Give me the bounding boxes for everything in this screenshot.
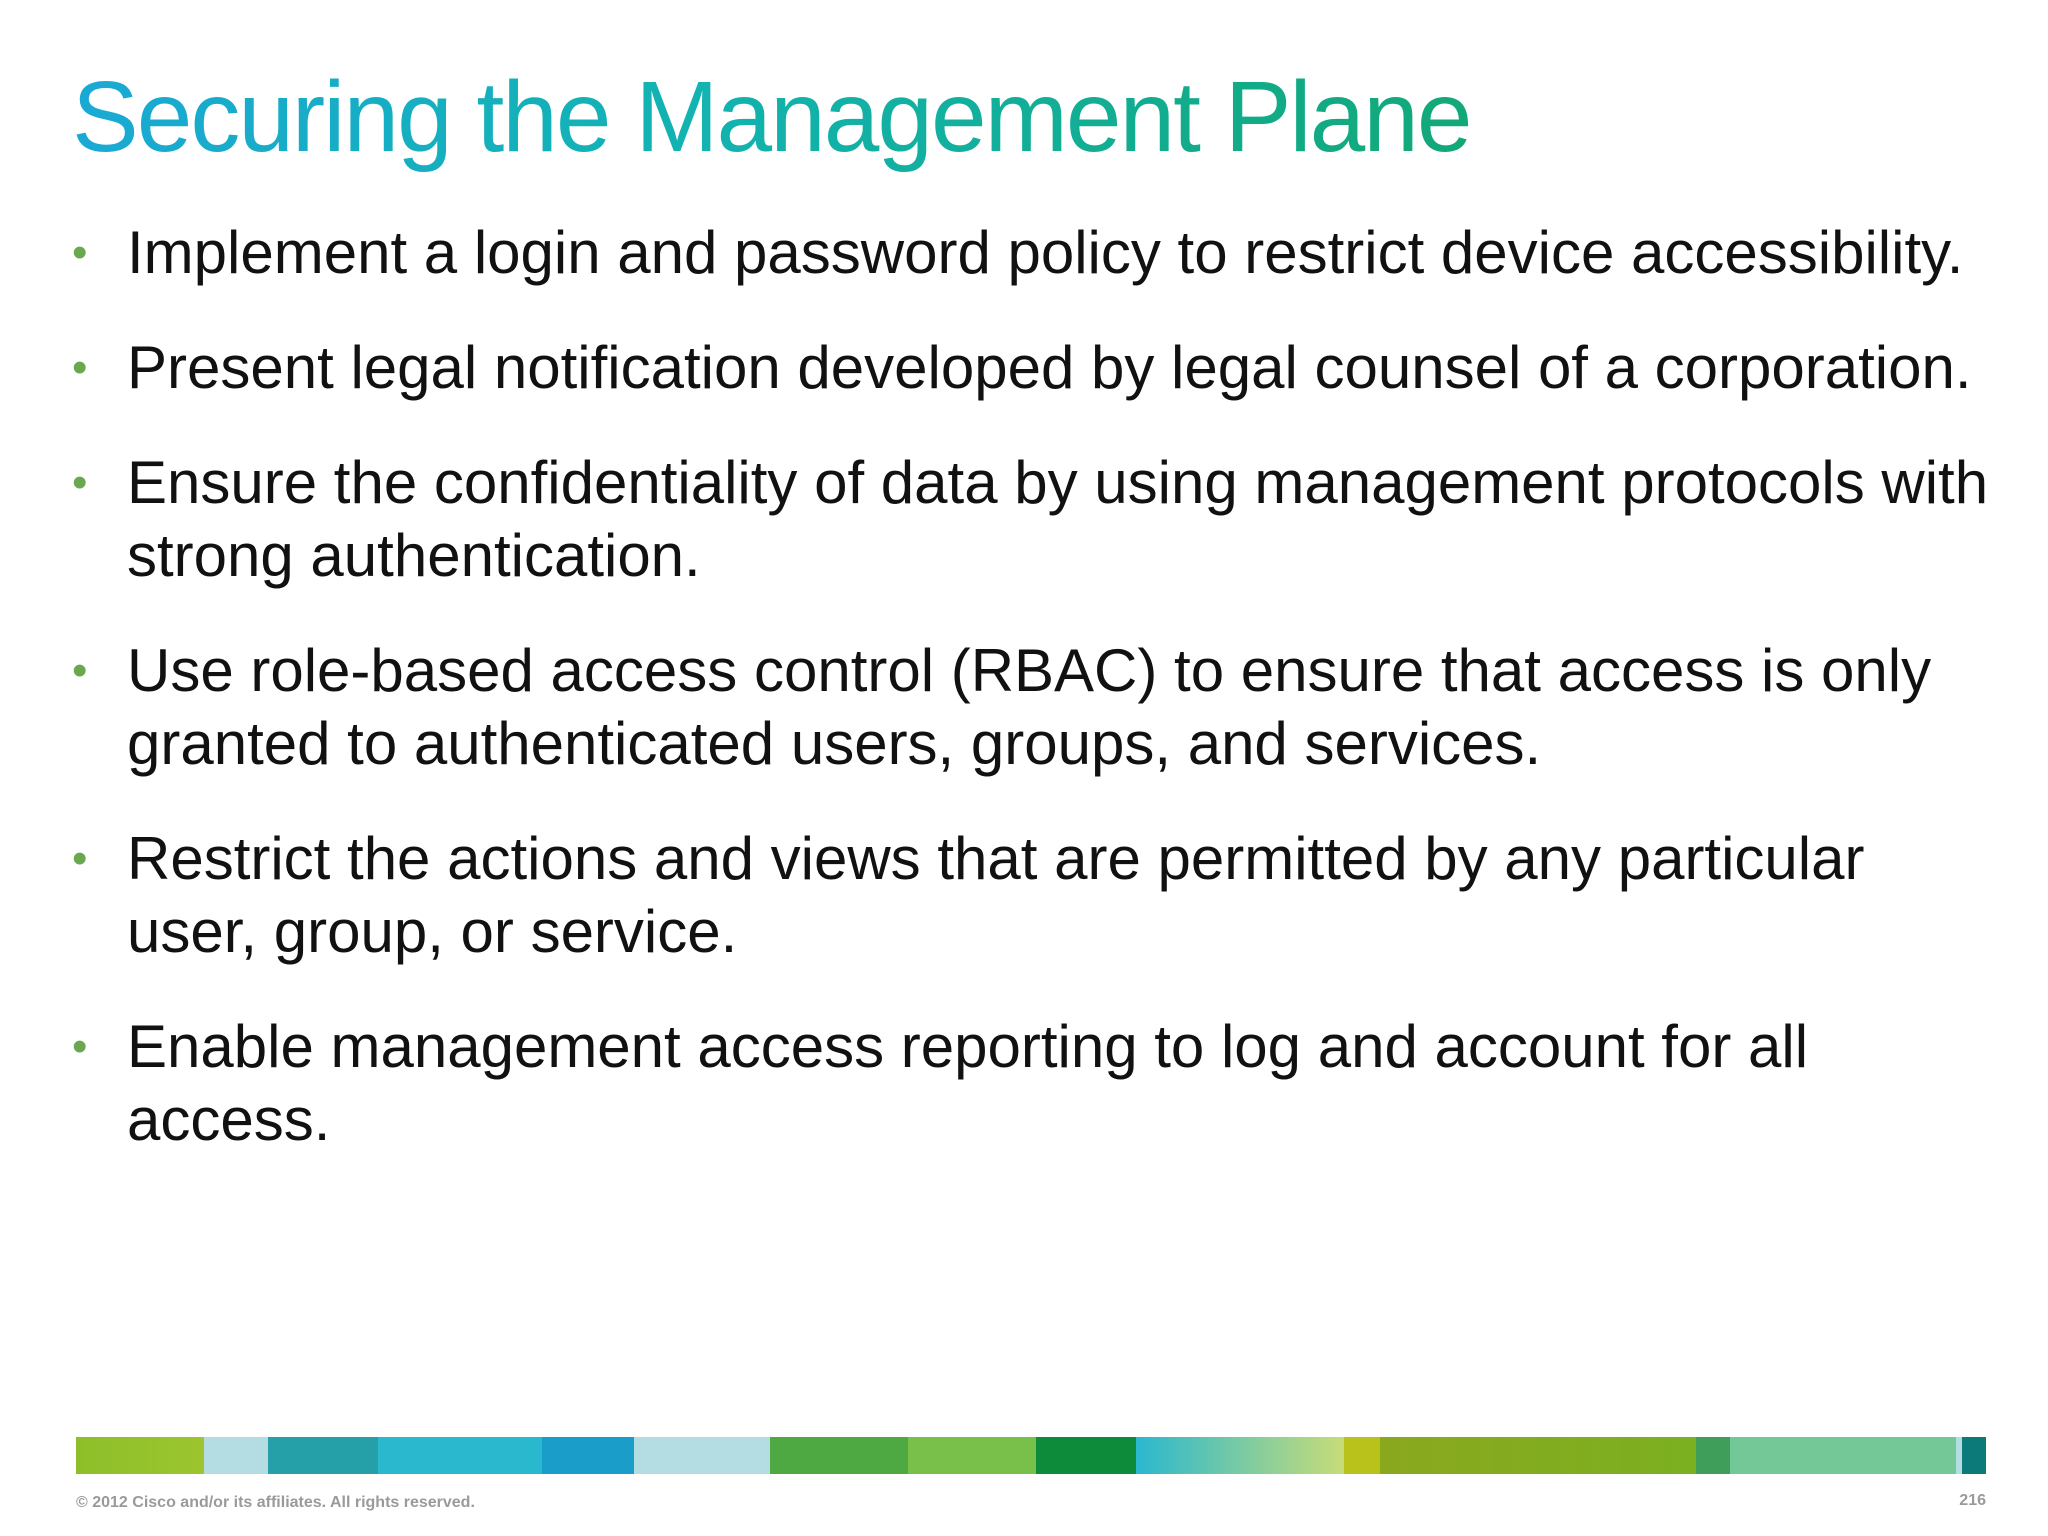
bullet-dot-icon: • [72,458,88,507]
bullet-item [72,331,1992,404]
color-bar-segment [770,1437,908,1474]
color-bar-segment [634,1437,770,1474]
bullet-item [72,1010,1992,1156]
bullet-text: Implement a login and password policy to restrict device accessibility. [127,219,1964,286]
bullet-text: Present legal notification developed by legal counsel of a corporation. [127,334,1972,401]
color-bar-segment [1380,1437,1696,1474]
color-bar-segment [1730,1437,1956,1474]
color-bar-segment [76,1437,204,1474]
slide-title: Securing the Management Plane [72,61,1471,173]
bullet-dot-icon: • [72,646,88,695]
color-bar-segment [1962,1437,1986,1474]
bullet-list [72,216,1992,1198]
bullet-dot-icon: • [72,834,88,883]
decorative-color-bar [76,1437,1986,1474]
color-bar-segment [1136,1437,1344,1474]
page-number: 216 [1959,1492,1986,1509]
color-bar-segment [1696,1437,1730,1474]
bullet-dot-icon: • [72,343,88,392]
bullet-item [72,822,1992,968]
color-bar-segment [378,1437,542,1474]
footer-copyright: © 2012 Cisco and/or its affiliates. All rights reserved. [76,1494,475,1511]
color-bar-segment [1344,1437,1380,1474]
color-bar-segment [204,1437,268,1474]
bullet-dot-icon: • [72,228,88,277]
bullet-item [72,216,1992,289]
bullet-text: Use role-based access control (RBAC) to ensure that access is only granted to authenticated users, groups, and services. [127,637,1932,777]
color-bar-segment [908,1437,1036,1474]
color-bar-segment [1036,1437,1136,1474]
color-bar-segment [542,1437,634,1474]
bullet-text: Enable management access reporting to log and account for all access. [127,1013,1809,1153]
bullet-dot-icon: • [72,1022,88,1071]
bullet-text: Ensure the confidentiality of data by using management protocols with strong authentication. [127,449,1989,589]
bullet-item [72,634,1992,780]
bullet-item [72,446,1992,592]
color-bar-segment [268,1437,378,1474]
bullet-text: Restrict the actions and views that are permitted by any particular user, group, or service. [127,825,1865,965]
